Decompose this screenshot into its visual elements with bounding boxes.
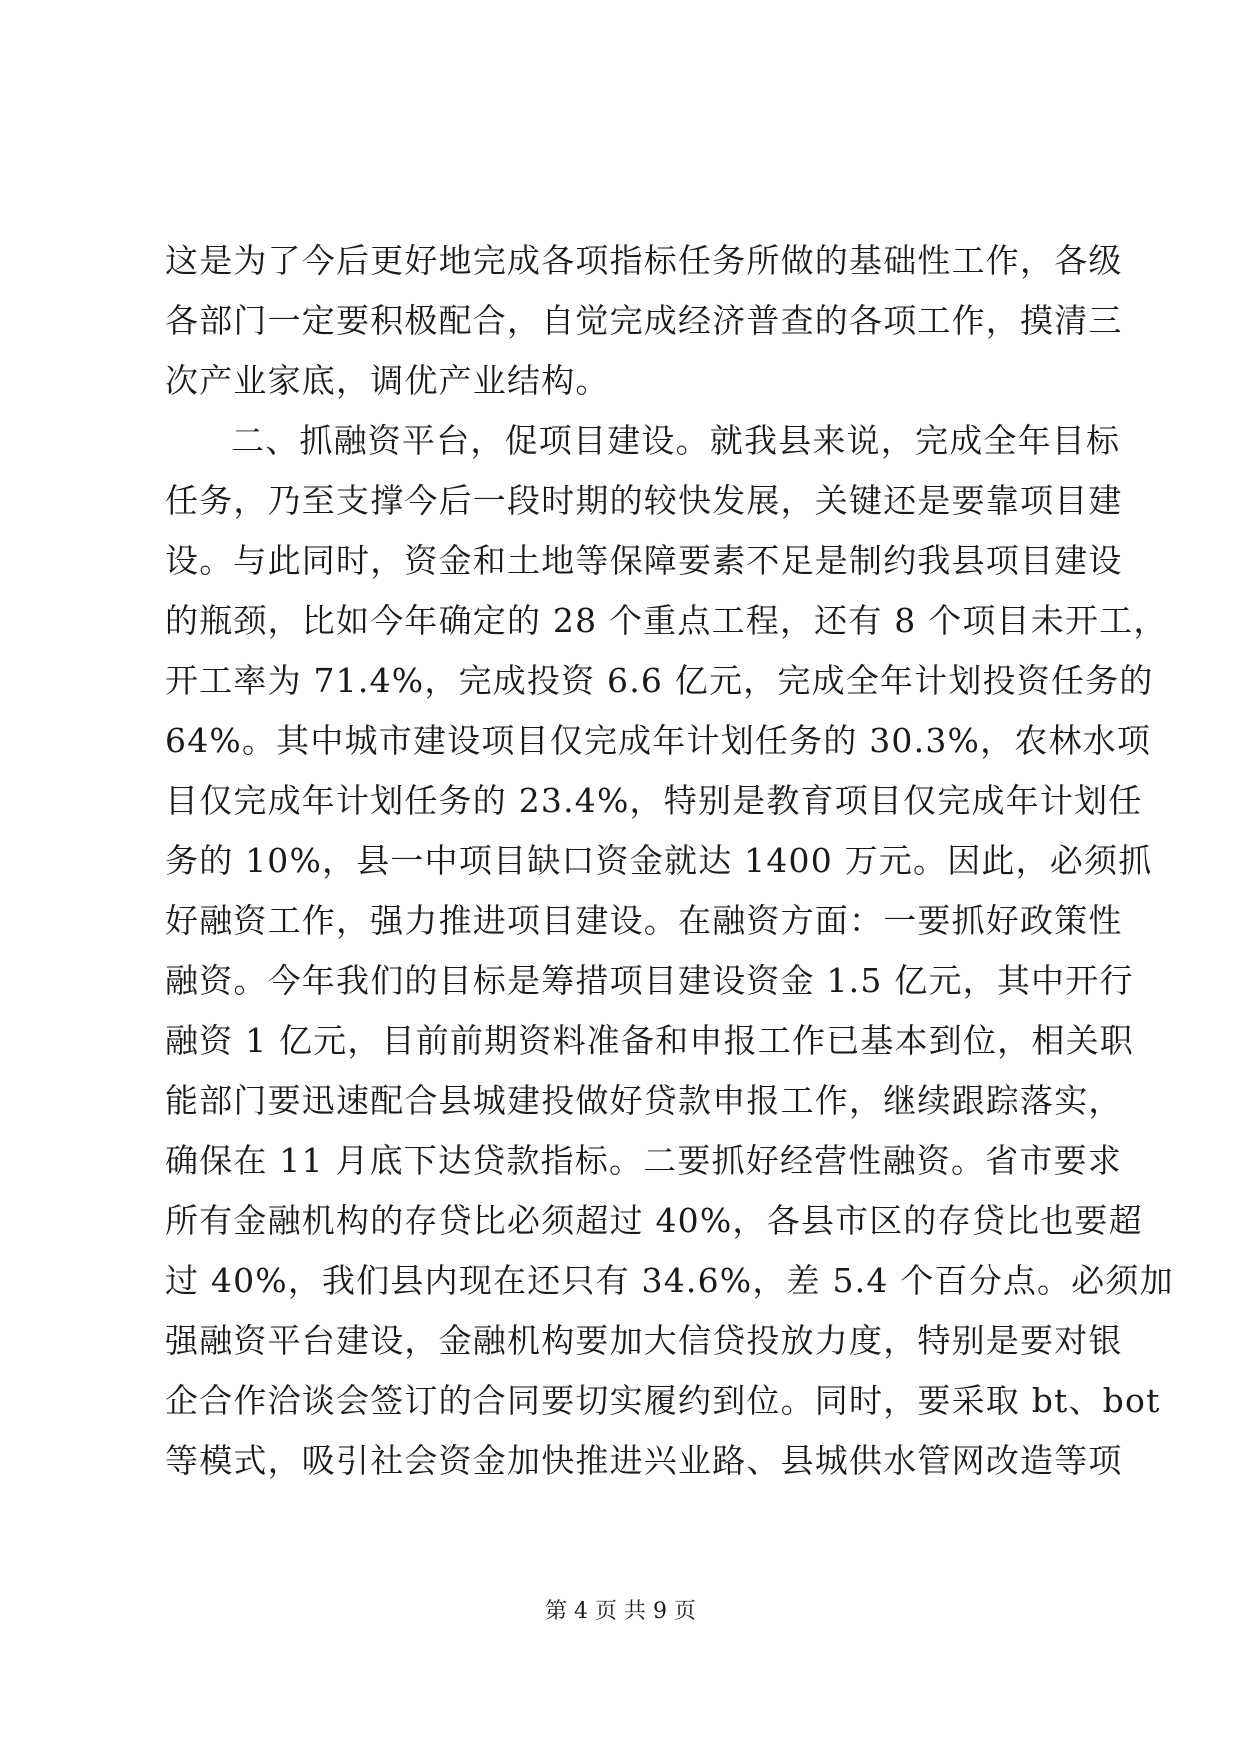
text-line: 等模式，吸引社会资金加快推进兴业路、县城供水管网改造等项 — [165, 1441, 1123, 1480]
text-line: 这是为了今后更好地完成各项指标任务所做的基础性工作，各级 — [165, 241, 1123, 280]
text-line: 过 40%，我们县内现在还只有 34.6%，差 5.4 个百分点。必须加 — [165, 1261, 1174, 1300]
text-line: 次产业家底，调优产业结构。 — [165, 361, 610, 400]
text-line: 任务，乃至支撑今后一段时期的较快发展，关键还是要靠项目建 — [165, 481, 1123, 520]
document-body — [165, 231, 1174, 1491]
text-line: 所有金融机构的存贷比必须超过 40%，各县市区的存贷比也要超 — [165, 1201, 1143, 1240]
text-line: 务的 10%，县一中项目缺口资金就达 1400 万元。因此，必须抓 — [165, 841, 1153, 880]
section-heading-line: 二、抓融资平台，促项目建设。就我县来说，完成全年目标 — [231, 421, 1121, 460]
page-number: 第 4 页 共 9 页 — [545, 1599, 696, 1624]
text-line: 的瓶颈，比如今年确定的 28 个重点工程，还有 8 个项目未开工， — [165, 601, 1168, 640]
text-line: 融资。今年我们的目标是筹措项目建设资金 1.5 亿元，其中开行 — [165, 961, 1134, 1000]
text-line: 好融资工作，强力推进项目建设。在融资方面：一要抓好政策性 — [165, 901, 1123, 940]
text-line: 企合作洽谈会签订的合同要切实履约到位。同时，要采取 bt、bot — [165, 1381, 1161, 1420]
text-line: 开工率为 71.4%，完成投资 6.6 亿元，完成全年计划投资任务的 — [165, 661, 1154, 700]
text-line: 各部门一定要积极配合，自觉完成经济普查的各项工作，摸清三 — [165, 301, 1123, 340]
text-line: 目仅完成年计划任务的 23.4%，特别是教育项目仅完成年计划任 — [165, 781, 1143, 820]
text-line: 能部门要迅速配合县城建投做好贷款申报工作，继续跟踪落实， — [165, 1081, 1123, 1120]
text-line: 强融资平台建设，金融机构要加大信贷投放力度，特别是要对银 — [165, 1321, 1123, 1360]
text-line: 融资 1 亿元，目前前期资料准备和申报工作已基本到位，相关职 — [165, 1021, 1134, 1060]
page-footer — [0, 1597, 1241, 1627]
text-line: 设。与此同时，资金和土地等保障要素不足是制约我县项目建设 — [165, 541, 1123, 580]
text-line: 64%。其中城市建设项目仅完成年计划任务的 30.3%，农林水项 — [165, 721, 1152, 760]
text-line: 确保在 11 月底下达贷款指标。二要抓好经营性融资。省市要求 — [165, 1141, 1122, 1180]
